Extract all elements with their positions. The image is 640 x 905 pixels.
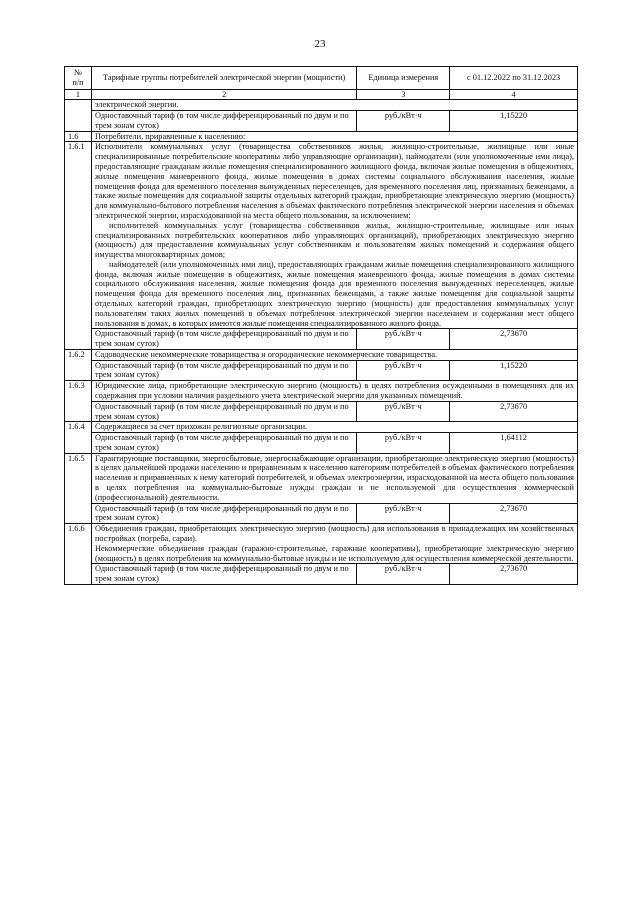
tariff-unit: руб./кВт·ч bbox=[357, 329, 450, 350]
tariff-value: 2,73670 bbox=[450, 329, 578, 350]
table-row bbox=[65, 349, 578, 360]
tariff-row bbox=[65, 360, 578, 381]
table-row bbox=[65, 100, 578, 111]
tariff-table bbox=[64, 66, 578, 585]
section-row bbox=[65, 131, 578, 142]
tariff-label: Одноставочный тариф (в том числе дифференцированный по двум и по трем зонам суток) bbox=[91, 401, 356, 422]
header-group: Тарифные группы потребителей электрической энергии (мощности) bbox=[91, 67, 356, 90]
row-num: 1.6.5 bbox=[65, 453, 92, 523]
row-num: 1.6.1 bbox=[65, 142, 92, 349]
tariff-label: Одноставочный тариф (в том числе дифференцированный по двум и по трем зонам суток) bbox=[91, 360, 356, 381]
tariff-value: 2,73670 bbox=[450, 503, 578, 524]
page-number: 23 bbox=[314, 38, 326, 50]
row-description: Юридические лица, приобретающие электрическую энергию (мощность) в целях потребления осужденными в помещениях для их содержания при условии наличия раздельного учета электрической энергии для указанных помещений. bbox=[91, 381, 577, 402]
col-index-4: 4 bbox=[450, 89, 578, 100]
tariff-label: Одноставочный тариф (в том числе дифференцированный по двум и по трем зонам суток) bbox=[91, 433, 356, 454]
row-description: Содержащиеся за счет прихожан религиозные организации. bbox=[91, 422, 577, 433]
tariff-unit: руб./кВт·ч bbox=[357, 401, 450, 422]
tariff-value: 1,15220 bbox=[450, 360, 578, 381]
table-header-row bbox=[65, 67, 578, 90]
row-num bbox=[65, 100, 92, 131]
col-index-1: 1 bbox=[65, 89, 92, 100]
header-period: с 01.12.2022 по 31.12.2023 bbox=[450, 67, 578, 90]
tariff-value: 1,64112 bbox=[450, 433, 578, 454]
tariff-row bbox=[65, 433, 578, 454]
tariff-unit: руб./кВт·ч bbox=[357, 503, 450, 524]
paragraph: наймодателей (или уполномоченных ими лиц), предоставляющих гражданам жилые помещения специализированного жилищного фонда, включая жилые помещения в общежитиях, жилые помещения маневренного фонда, жилые помещения в домах системы социального обслуживания населения, жилые помещения фонда для временного поселения вынужденных переселенцев, жилые помещения фонда для временного поселения лиц, признанных беженцами, а также жилые помещения для социальной защиты отдельных категорий граждан, приобретающих электрическую энергию (мощность) для предоставления коммунальных услуг пользователям таких жилых помещений в объемах потребления электрической энергии населением и содержания мест общего пользования в домах, в которых имеются жилые помещения специализированного жилого фонда. bbox=[94, 259, 574, 328]
table-row bbox=[65, 381, 578, 402]
tariff-row bbox=[65, 564, 578, 585]
row-num: 1.6.6 bbox=[65, 524, 92, 585]
tariff-unit: руб./кВт·ч bbox=[357, 360, 450, 381]
tariff-unit: руб./кВт·ч bbox=[357, 111, 450, 132]
row-description bbox=[91, 142, 577, 329]
tariff-label: Одноставочный тариф (в том числе дифференцированный по двум и по трем зонам суток) bbox=[91, 503, 356, 524]
tariff-row bbox=[65, 401, 578, 422]
tariff-label: Одноставочный тариф (в том числе дифференцированный по двум и по трем зонам суток) bbox=[91, 111, 356, 132]
paragraph: Некоммерческие объединения граждан (гаражно-строительные, гаражные кооперативы), приобретающие электрическую энергию (мощность) в целях потребления на коммунально-бытовые нужды и не используемую для осуществления коммерческой деятельности. bbox=[94, 543, 574, 563]
tariff-unit: руб./кВт·ч bbox=[357, 433, 450, 454]
table-row bbox=[65, 422, 578, 433]
paragraph: исполнителей коммунальных услуг (товарищества собственников жилья, жилищно-строительные, жилищные или иных специализированных потребительских кооперативов либо управляющих организаций), приобретающих электрическую энергию (мощность) для предоставления коммунальных услуг собственникам и пользователям жилых помещений и содержания общего имущества многоквартирных домов; bbox=[94, 220, 574, 260]
tariff-row bbox=[65, 329, 578, 350]
tariff-value: 2,73670 bbox=[450, 401, 578, 422]
tariff-value: 2,73670 bbox=[450, 564, 578, 585]
col-index-3: 3 bbox=[357, 89, 450, 100]
tariff-label: Одноставочный тариф (в том числе дифференцированный по двум и по трем зонам суток) bbox=[91, 329, 356, 350]
row-description: электрической энергии. bbox=[91, 100, 577, 111]
tariff-label: Одноставочный тариф (в том числе дифференцированный по двум и по трем зонам суток) bbox=[91, 564, 356, 585]
row-description: Гарантирующие поставщики, энергосбытовые, энергоснабжающие организации, приобретающие электрическую энергию (мощность) в целях дальнейшей продажи населению и приравненным к населению категориям потребителей в объемах фактического потребления населения и приравненных к нему категорий потребителей, и объемах электроэнергии, израсходованной на места общего пользования в целях потребления на коммунально-бытовые нужды граждан и не используемой для осуществления коммерческой (профессиональной) деятельности. bbox=[91, 453, 577, 503]
tariff-row bbox=[65, 111, 578, 132]
tariff-value: 1,15220 bbox=[450, 111, 578, 132]
row-num: 1.6.4 bbox=[65, 422, 92, 453]
table-row bbox=[65, 453, 578, 503]
header-unit: Единица измерения bbox=[357, 67, 450, 90]
row-num: 1.6 bbox=[65, 131, 92, 142]
paragraph: Объединения граждан, приобретающих электрическую энергию (мощность) для использования в принадлежащих им хозяйственных постройках (погреба, сараи). bbox=[94, 524, 574, 543]
header-num: № п/п bbox=[65, 67, 92, 90]
tariff-unit: руб./кВт·ч bbox=[357, 564, 450, 585]
row-num: 1.6.2 bbox=[65, 349, 92, 380]
tariff-row bbox=[65, 503, 578, 524]
paragraph: Исполнители коммунальных услуг (товарищества собственников жилья, жилищно-строительные, жилищные или иные специализированные потребительские кооперативы либо управляющие организации), наймодатели (или уполномоченные ими лица), предоставляющие гражданам жилые помещения специализированного жилищного фонда, включая жилые помещения в общежитиях, жилые помещения маневренного фонда, жилые помещения в домах системы социального обслуживания населения, жилые помещения фонда для временного поселения вынужденных переселенцев, для временного поселения лиц, признанных беженцами, а также жилые помещения для социальной защиты отдельных категорий граждан, приобретающие электрическую энергию (мощность) для коммунально-бытового потребления населения в объемах фактического потребления электрической энергии населения и объемах электрической энергии, израсходованной на места общего пользования, за исключением: bbox=[94, 142, 574, 220]
row-description bbox=[91, 524, 577, 564]
column-index-row bbox=[65, 89, 578, 100]
table-row bbox=[65, 142, 578, 329]
section-title: Потребители, приравненные к населению: bbox=[91, 131, 577, 142]
row-description: Садоводческие некоммерческие товарищества и огороднические некоммерческие товарищества. bbox=[91, 349, 577, 360]
row-num: 1.6.3 bbox=[65, 381, 92, 422]
table-row bbox=[65, 524, 578, 564]
col-index-2: 2 bbox=[91, 89, 356, 100]
